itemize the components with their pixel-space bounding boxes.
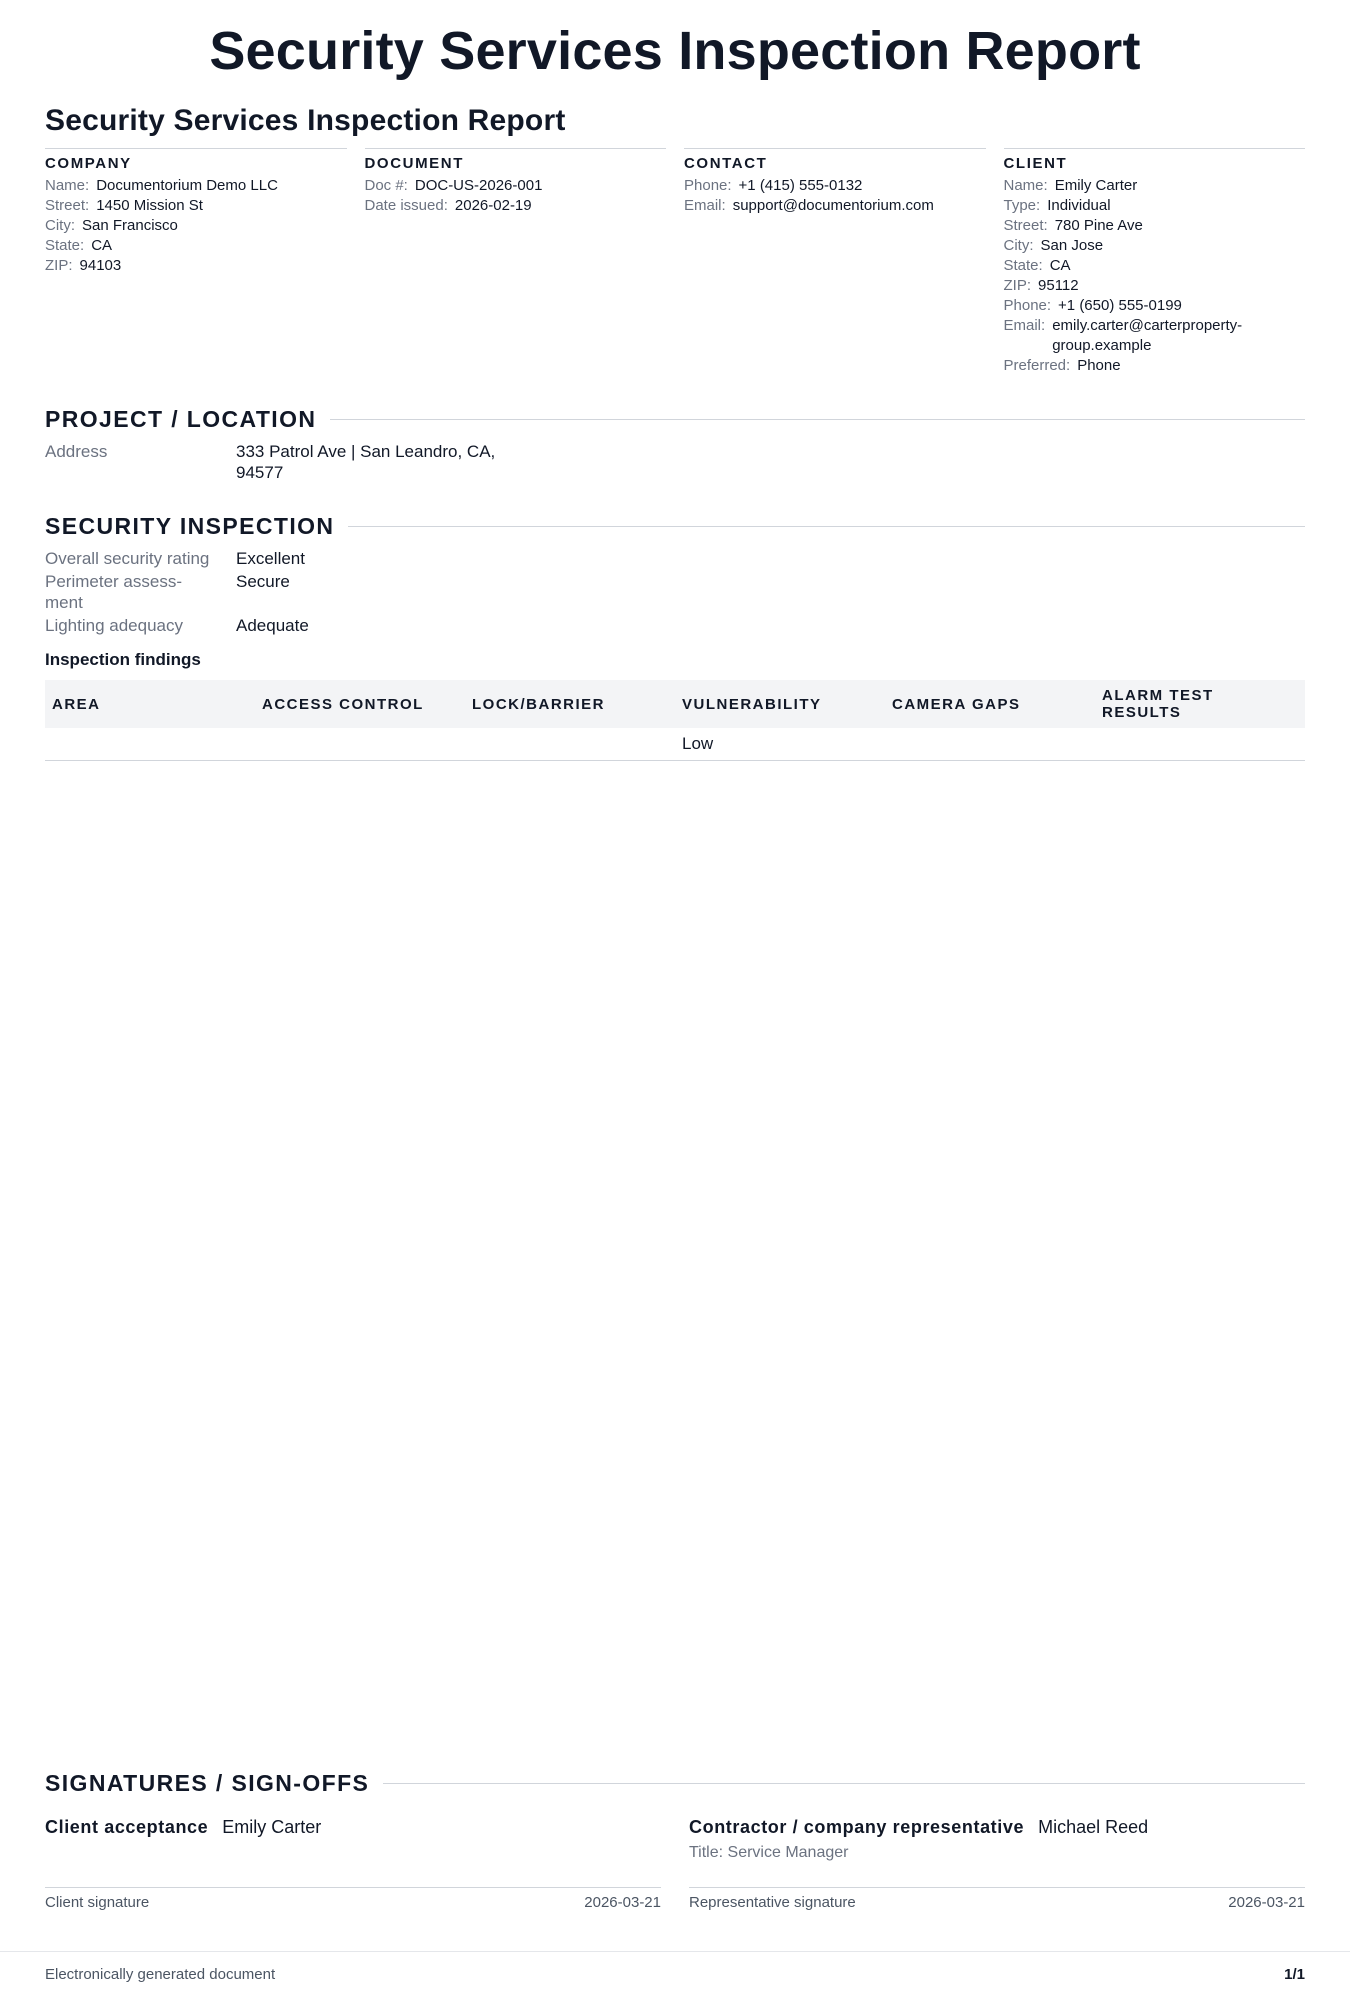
representative-signature-line[interactable]: [689, 1887, 1305, 1911]
client-type-field: Type: Individual: [1003, 197, 1111, 214]
signature-grid: [45, 1817, 1305, 1911]
doc-date-field: Date issued: 2026-02-19: [364, 197, 532, 214]
company-name-field: Name: Documentorium Demo LLC: [45, 177, 278, 194]
company-block: [45, 148, 347, 376]
client-zip-field: ZIP: 95112: [1003, 277, 1079, 294]
client-signature-line[interactable]: [45, 1887, 661, 1911]
findings-table: [45, 680, 1305, 761]
cell-camera-gaps: [885, 728, 1095, 761]
findings-header-row: [45, 680, 1305, 728]
cell-alarm-test-results: [1095, 728, 1305, 761]
client-city-field: City: San Jose: [1003, 237, 1104, 254]
col-area: AREA: [45, 680, 255, 728]
document-heading: DOCUMENT: [364, 155, 464, 172]
signatures-section: [45, 1770, 1305, 1911]
client-name-field: Name: Emily Carter: [1003, 177, 1138, 194]
header-info-grid: [45, 148, 1305, 376]
representative-signature-date: 2026-03-21: [1228, 1894, 1305, 1911]
page-number: 1/1: [1284, 1966, 1305, 1983]
cell-lock-barrier: [465, 728, 675, 761]
overall-rating-field: Overall security rating Excellent: [45, 549, 305, 568]
company-state-field: State: CA: [45, 237, 113, 254]
client-acceptance-label: Client acceptance: [45, 1817, 209, 1837]
col-vulnerability: VULNERABILITY: [675, 680, 885, 728]
project-section-heading: PROJECT / LOCATION: [45, 406, 1305, 433]
client-signature-block: [45, 1817, 661, 1911]
company-zip-field: ZIP: 94103: [45, 257, 122, 274]
col-camera-gaps: CAMERA GAPS: [885, 680, 1095, 728]
doc-number-field: Doc #: DOC-US-2026-001: [364, 177, 543, 194]
findings-title: Inspection findings: [45, 650, 201, 669]
page-footer: [0, 1951, 1350, 1983]
client-state-field: State: CA: [1003, 257, 1071, 274]
contact-block: [684, 148, 986, 376]
client-signature-label: Client signature: [45, 1894, 150, 1911]
client-street-field: Street: 780 Pine Ave: [1003, 217, 1143, 234]
client-email-field: Email: emily.carter@carterproperty-group.example: [1003, 317, 1243, 354]
footer-note: Electronically generated document: [45, 1966, 276, 1983]
col-lock-barrier: LOCK/BARRIER: [465, 680, 675, 728]
col-access-control: ACCESS CONTROL: [255, 680, 465, 728]
document-block: [365, 148, 667, 376]
contractor-title: Title: Service Manager: [689, 1844, 849, 1861]
contractor-signature-block: [689, 1817, 1305, 1911]
company-heading: COMPANY: [45, 155, 132, 172]
contact-email-field: Email: support@documentorium.com: [684, 197, 934, 214]
contact-phone-field: Phone: +1 (415) 555-0132: [684, 177, 863, 194]
col-alarm-test-results: ALARM TEST RESULTS: [1095, 680, 1305, 728]
contractor-label: Contractor / company representative: [689, 1817, 1025, 1837]
cell-access-control: [255, 728, 465, 761]
client-signature-date: 2026-03-21: [584, 1894, 661, 1911]
company-street-field: Street: 1450 Mission St: [45, 197, 203, 214]
lighting-adequacy-field: Lighting adequacy Adequate: [45, 616, 309, 635]
report-body: [45, 104, 1305, 761]
client-block: [1004, 148, 1306, 376]
inspection-section-heading: SECURITY INSPECTION: [45, 513, 1305, 540]
cell-area: [45, 728, 255, 761]
project-address-field: Address 333 Patrol Ave | San Leandro, CA, 94577: [45, 442, 496, 482]
client-phone-field: Phone: +1 (650) 555-0199: [1003, 297, 1182, 314]
company-city-field: City: San Francisco: [45, 217, 178, 234]
cell-vulnerability: Low: [675, 728, 885, 761]
contractor-signer-name: Michael Reed: [1038, 1817, 1149, 1837]
client-heading: CLIENT: [1003, 155, 1068, 172]
client-signer-name: Emily Carter: [222, 1817, 322, 1837]
representative-signature-label: Representative signature: [689, 1894, 856, 1911]
document-title: Security Services Inspection Report: [209, 21, 1141, 81]
report-subtitle: Security Services Inspection Report: [45, 104, 566, 137]
perimeter-assessment-field: Perimeter assess-ment Secure: [45, 572, 290, 612]
contact-heading: CONTACT: [684, 155, 768, 172]
signatures-section-heading: SIGNATURES / SIGN-OFFS: [45, 1770, 1305, 1797]
table-row: [45, 728, 1305, 761]
client-preferred-field: Preferred: Phone: [1003, 357, 1121, 374]
